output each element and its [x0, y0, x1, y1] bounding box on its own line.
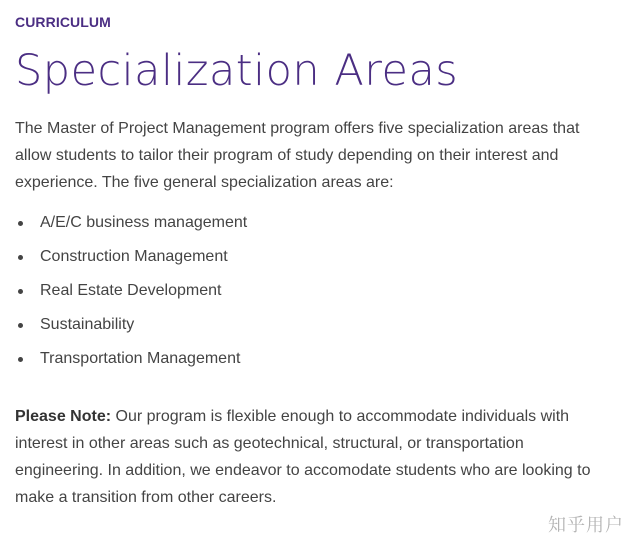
list-item-label: A/E/C business management — [40, 214, 248, 231]
list-item — [15, 281, 625, 315]
list-item — [15, 315, 625, 349]
bullet-icon — [18, 255, 23, 260]
watermark: 知乎用户 — [548, 515, 624, 536]
bullet-icon — [18, 357, 23, 362]
bullet-icon — [18, 323, 23, 328]
eyebrow-label: CURRICULUM — [15, 14, 111, 30]
list-item-label: Transportation Management — [40, 350, 241, 367]
note-text: Our program is flexible enough to accommodate individuals with interest in other areas such as geotechnical, structural, or transportation engineering. In addition, we endeavor to accomodate students who are looking to make a transition from other careers. — [15, 408, 591, 506]
list-item — [15, 213, 625, 247]
specialization-list — [15, 213, 625, 383]
note-paragraph — [15, 403, 615, 511]
list-item — [15, 247, 625, 281]
bullet-icon — [18, 289, 23, 294]
intro-paragraph: The Master of Project Management program offers five specialization areas that allow students to tailor their program of study depending on their interest and experience. The five general specialization areas are: — [15, 120, 580, 191]
note-label: Please Note: — [15, 408, 112, 425]
list-item-label: Sustainability — [40, 316, 135, 333]
list-item-label: Real Estate Development — [40, 282, 222, 299]
page-title: Specialization Areas — [15, 46, 459, 96]
bullet-icon — [18, 221, 23, 226]
list-item-label: Construction Management — [40, 248, 228, 265]
list-item — [15, 349, 625, 383]
